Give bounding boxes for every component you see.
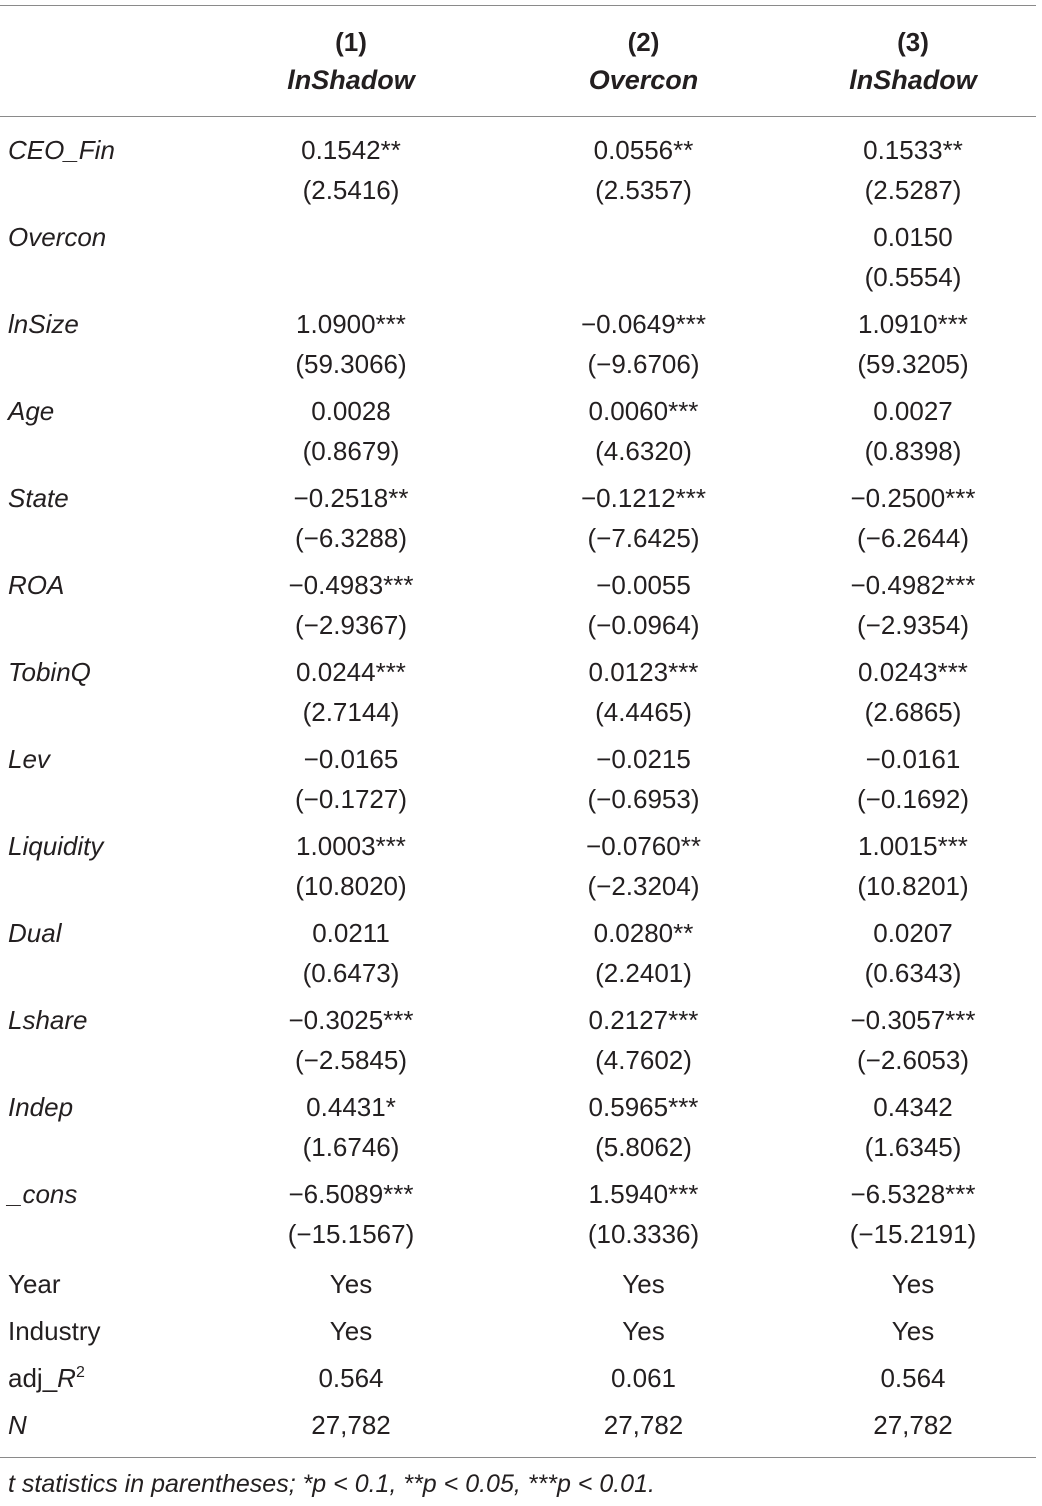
row-label: _cons — [8, 1179, 78, 1209]
row-label: Liquidity — [8, 831, 104, 861]
coefficient: −0.0165 — [303, 744, 399, 774]
coefficient: 0.0150 — [873, 222, 953, 252]
bottom-rule — [0, 1457, 1036, 1458]
cell-value: 27,782 — [603, 1410, 684, 1440]
variable-row — [0, 217, 1036, 304]
t-statistic: (−2.3204) — [587, 871, 700, 901]
cell-value: 0.564 — [318, 1363, 384, 1393]
row-label: ROA — [8, 570, 65, 600]
row-label: Dual — [8, 918, 62, 948]
column-header-2 — [497, 0, 790, 130]
t-statistic: (−2.9354) — [856, 610, 970, 640]
coefficient: 0.4431* — [306, 1092, 396, 1122]
variable-row — [0, 1174, 1036, 1261]
coefficient: −0.4982*** — [850, 570, 976, 600]
coefficient: 1.5940*** — [588, 1179, 699, 1209]
column-number: (2) — [627, 27, 660, 57]
t-statistic: (1.6746) — [302, 1132, 400, 1162]
column-number: (3) — [897, 27, 929, 57]
t-statistic: (−7.6425) — [587, 523, 700, 553]
variable-row — [0, 739, 1036, 826]
coefficient: −0.3025*** — [288, 1005, 414, 1035]
t-statistic: (4.7602) — [595, 1045, 692, 1075]
t-statistic: (−2.5845) — [294, 1045, 408, 1075]
t-statistic: (−0.6953) — [587, 784, 700, 814]
row-label: lnSize — [8, 309, 79, 339]
cell-value: 0.564 — [880, 1363, 946, 1393]
row-label: Lshare — [8, 1005, 88, 1035]
row-label: CEO_Fin — [8, 135, 115, 165]
coefficient: −0.0760** — [586, 831, 701, 861]
t-statistic: (10.3336) — [587, 1219, 700, 1249]
t-statistic: (−0.1727) — [294, 784, 408, 814]
coefficient: 1.0015*** — [858, 831, 968, 861]
coefficient: 0.0280** — [593, 918, 694, 948]
coefficient: 1.0003*** — [296, 831, 406, 861]
t-statistic: (59.3066) — [295, 349, 407, 379]
column-header-1 — [205, 0, 497, 130]
cell-value: Yes — [329, 1316, 373, 1346]
adj-r2-row — [0, 1355, 1036, 1402]
adj-prefix: adj_ — [8, 1363, 58, 1393]
cell-value: Yes — [891, 1269, 935, 1299]
t-statistic: (−9.6706) — [587, 349, 700, 379]
coefficient: 0.0243*** — [858, 657, 968, 687]
t-statistic: (1.6345) — [864, 1132, 962, 1162]
coefficient: −0.2518** — [293, 483, 409, 513]
coefficient: 0.0244*** — [296, 657, 406, 687]
coefficient: −0.3057*** — [850, 1005, 976, 1035]
r-squared-exponent: 2 — [75, 1364, 85, 1381]
row-label: TobinQ — [8, 657, 91, 687]
variable-row — [0, 391, 1036, 478]
cell-value: 27,782 — [311, 1410, 391, 1440]
t-statistic: (0.5554) — [864, 262, 962, 292]
cell-value: 27,782 — [873, 1410, 953, 1440]
row-label: Year — [8, 1269, 61, 1299]
coefficient: 0.0211 — [312, 918, 390, 948]
t-statistic: (−6.2644) — [856, 523, 970, 553]
column-dependent-var: lnShadow — [287, 65, 415, 95]
variable-row — [0, 1000, 1036, 1087]
coefficient: 1.0900*** — [296, 309, 406, 339]
r-symbol: R — [57, 1363, 76, 1393]
t-statistic: (4.6320) — [595, 436, 692, 466]
coefficient: −0.2500*** — [850, 483, 976, 513]
coefficient: 0.0060*** — [588, 396, 699, 426]
variable-row — [0, 826, 1036, 913]
header-row — [0, 0, 1036, 130]
coefficient: 0.0123*** — [588, 657, 699, 687]
t-statistic: (0.8398) — [864, 436, 962, 466]
t-statistic: (10.8020) — [295, 871, 407, 901]
variable-row — [0, 1087, 1036, 1174]
t-statistic: (4.4465) — [595, 697, 692, 727]
t-statistic: (2.2401) — [595, 958, 692, 988]
t-statistic: (−0.0964) — [587, 610, 700, 640]
coefficient: −0.0161 — [865, 744, 961, 774]
cell-value: Yes — [891, 1316, 935, 1346]
header-stub — [0, 0, 205, 130]
coefficient: −0.1212*** — [580, 483, 707, 513]
coefficient: 0.0028 — [311, 396, 391, 426]
coefficient — [497, 217, 790, 257]
t-statistic: (0.6343) — [864, 958, 962, 988]
t-statistic: (5.8062) — [595, 1132, 692, 1162]
row-label — [8, 1355, 205, 1402]
coefficient: −0.4983*** — [288, 570, 414, 600]
cell-value: Yes — [622, 1316, 665, 1346]
variable-row — [0, 913, 1036, 1000]
t-statistic: (2.5287) — [864, 175, 962, 205]
row-label: State — [8, 483, 69, 513]
t-statistic: (−15.1567) — [287, 1219, 415, 1249]
t-statistic — [205, 257, 497, 297]
coefficient: 0.0027 — [873, 396, 953, 426]
t-statistic: (0.6473) — [302, 958, 400, 988]
t-statistic: (2.6865) — [864, 697, 962, 727]
t-statistic: (2.5416) — [302, 175, 400, 205]
coefficient — [205, 217, 497, 257]
coefficient: 0.0207 — [873, 918, 953, 948]
row-label: N — [8, 1410, 27, 1440]
t-statistic: (2.5357) — [595, 175, 692, 205]
row-label: Lev — [8, 744, 50, 774]
coefficient: 0.0556** — [593, 135, 694, 165]
industry-fe-row — [0, 1308, 1036, 1355]
t-statistic: (59.3205) — [857, 349, 969, 379]
coefficient: 0.5965*** — [588, 1092, 699, 1122]
t-statistic: (−0.1692) — [856, 784, 970, 814]
t-statistic: (10.8201) — [857, 871, 969, 901]
t-statistic — [497, 257, 790, 297]
cell-value: 0.061 — [610, 1363, 677, 1393]
variable-row — [0, 304, 1036, 391]
column-number: (1) — [335, 27, 367, 57]
table-footnote: t statistics in parentheses; *p < 0.1, **p < 0.05, ***p < 0.01. — [8, 1470, 655, 1498]
t-statistic: (−2.9367) — [294, 610, 408, 640]
coefficient: 0.2127*** — [588, 1005, 699, 1035]
n-obs-row — [0, 1402, 1036, 1449]
variable-row — [0, 478, 1036, 565]
coefficient: −6.5328*** — [850, 1179, 976, 1209]
coefficient: −0.0649*** — [580, 309, 707, 339]
coefficient: 1.0910*** — [858, 309, 968, 339]
column-dependent-var: Overcon — [588, 65, 699, 95]
row-label: Indep — [8, 1092, 74, 1122]
coefficient: −6.5089*** — [288, 1179, 414, 1209]
year-fe-row — [0, 1261, 1036, 1308]
cell-value: Yes — [622, 1269, 665, 1299]
variable-row — [0, 652, 1036, 739]
t-statistic: (−15.2191) — [849, 1219, 977, 1249]
row-label: Industry — [8, 1316, 101, 1346]
coefficient: −0.0215 — [596, 744, 691, 774]
coefficient: 0.1542** — [301, 135, 401, 165]
variable-row — [0, 565, 1036, 652]
t-statistic: (2.7144) — [302, 697, 400, 727]
cell-value: Yes — [329, 1269, 373, 1299]
column-dependent-var: lnShadow — [849, 65, 977, 95]
coefficient: 0.4342 — [873, 1092, 953, 1122]
row-label: Overcon — [8, 222, 107, 252]
t-statistic: (0.8679) — [302, 436, 400, 466]
t-statistic: (−6.3288) — [294, 523, 408, 553]
row-label: Age — [8, 396, 55, 426]
column-header-3 — [790, 0, 1036, 130]
t-statistic: (−2.6053) — [856, 1045, 970, 1075]
variable-row — [0, 130, 1036, 217]
coefficient: 0.1533** — [863, 135, 963, 165]
coefficient: −0.0055 — [596, 570, 691, 600]
